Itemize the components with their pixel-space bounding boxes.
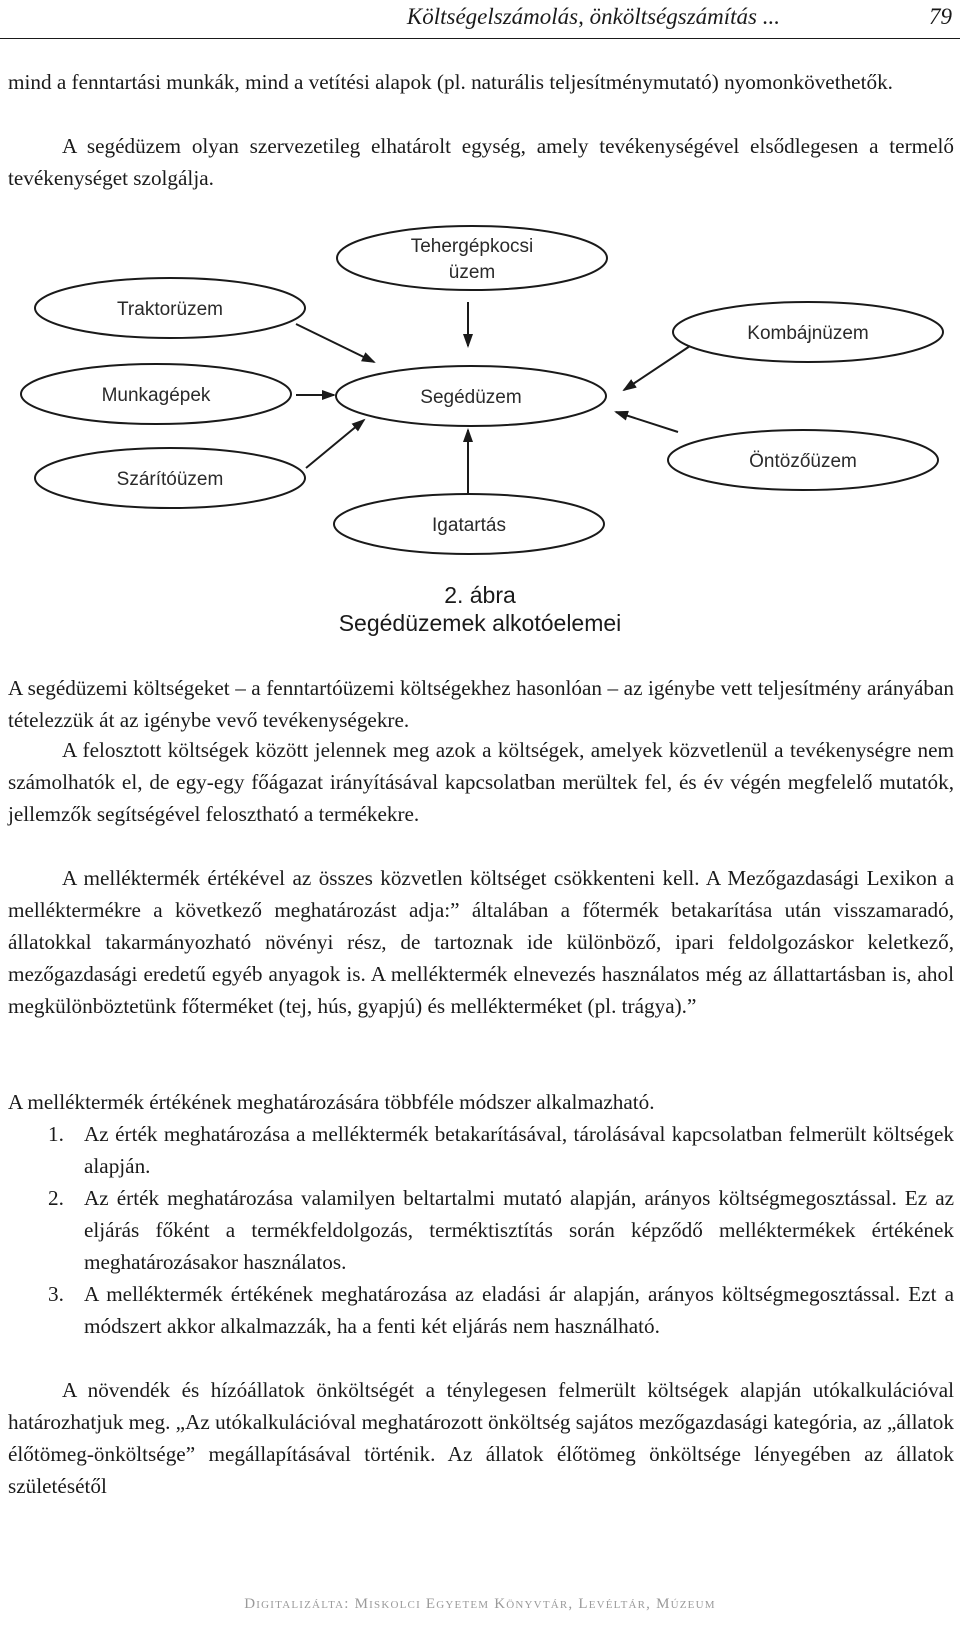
paragraph-intro-1: mind a fenntartási munkák, mind a vetítési alapok (pl. naturális teljesítménymutató) nyomonkövethetők. bbox=[8, 70, 893, 94]
node-tehergepkocsi-label-1: Tehergépkocsi bbox=[410, 236, 534, 257]
list-item-text: Az érték meghatározása a melléktermék betakarításával, tárolásával kapcsolatban felmerült költségek alapján. bbox=[84, 1122, 954, 1178]
node-traktoruzem bbox=[35, 278, 305, 338]
arrow-traktoruzem bbox=[296, 324, 374, 362]
node-traktoruzem-label: Traktorüzem bbox=[117, 299, 223, 320]
node-tehergepkocsi-label-2: üzem bbox=[448, 262, 496, 283]
node-segeduzem-label: Segédüzem bbox=[420, 387, 522, 408]
list-item-2 bbox=[48, 1182, 954, 1278]
paragraph-7: A növendék és hízóállatok önköltségét a ténylegesen felmerült költségek alapján utókalkulációval határozhatjuk meg. „Az utókalkulációval meghatározott önköltség sajátos mezőgazdasági kategória, az „állatok élőtömeg-önköltsége” megállapításával történik. Az állatok élőtömeg önköltsége lényegében az állatok születésétől bbox=[8, 1378, 954, 1498]
node-kombajnuzem bbox=[673, 302, 943, 362]
node-kombajnuzem-label: Kombájnüzem bbox=[747, 323, 869, 344]
node-munkagepek-label: Munkagépek bbox=[101, 385, 211, 406]
node-tehergepkocsi bbox=[337, 226, 607, 290]
node-igatartas-label: Igatartás bbox=[432, 515, 506, 536]
page-number: 79 bbox=[929, 4, 952, 29]
list-item-1 bbox=[48, 1118, 954, 1182]
node-ontozouzem-label: Öntözőüzem bbox=[749, 451, 857, 472]
list-item-number: 1. bbox=[48, 1122, 64, 1146]
list-item-3 bbox=[48, 1278, 954, 1342]
header-rule bbox=[0, 38, 960, 39]
paragraph-intro-2: A segédüzem olyan szervezetileg elhatárolt egység, amely tevékenységével elsődlegesen a termelő tevékenységet szolgálja. bbox=[8, 134, 954, 190]
header-title: Költségelszámolás, önköltségszámítás ... bbox=[406, 4, 780, 29]
node-munkagepek bbox=[21, 364, 291, 424]
digitization-footer: Digitalizálta: Miskolci Egyetem Könyvtár, Levéltár, Múzeum bbox=[244, 1596, 716, 1612]
list-item-number: 3. bbox=[48, 1282, 64, 1306]
segeduzem-diagram bbox=[0, 222, 960, 574]
paragraph-6: A melléktermék értékének meghatározására többféle módszer alkalmazható. bbox=[8, 1090, 655, 1114]
paragraph-5: A melléktermék értékével az összes közvetlen költséget csökkenteni kell. A Mezőgazdasági Lexikon a melléktermékre a következő meghatározást adja:” általában a főtermék betakarítása után visszamaradó, állatokkal takarmányozható növényi rész, de tartoznak ide különböző, ipari feldolgozáskor keletkező, mezőgazdasági eredetű egyéb anyagok is. A melléktermék elnevezés használatos még az állattartásban is, ahol megkülönböztetünk főterméket (tej, hús, gyapjú) és mellékterméket (pl. trágya).” bbox=[8, 866, 954, 1018]
paragraph-4: A felosztott költségek között jelennek meg azok a költségek, amelyek közvetlenül a tevékenységre nem számolhatók el, de egy-egy főágazat irányításával kapcsolatban merültek fel, és év végén megfelelő mutatók, jellemzők segítségével felosztható a termékekre. bbox=[8, 738, 954, 826]
node-szaritouzem bbox=[35, 448, 305, 508]
arrow-szaritouzem bbox=[306, 420, 364, 468]
node-segeduzem bbox=[336, 366, 606, 426]
node-szaritouzem-label: Szárítóüzem bbox=[116, 469, 224, 490]
list-item-number: 2. bbox=[48, 1186, 64, 1210]
node-igatartas bbox=[334, 494, 604, 554]
paragraph-3: A segédüzemi költségeket – a fenntartóüzemi költségekhez hasonlóan – az igénybe vett teljesítmény arányában tételezzük át az igénybe vevő tevékenységekre. bbox=[8, 676, 954, 732]
figure-number: 2. ábra bbox=[444, 582, 516, 608]
list-item-text: A melléktermék értékének meghatározása az eladási ár alapján, arányos költségmegosztással. Ezt a módszert akkor alkalmazzák, ha a fenti két eljárás nem használható. bbox=[84, 1282, 954, 1338]
running-header bbox=[0, 0, 960, 44]
list-item-text: Az érték meghatározása valamilyen beltartalmi mutató alapján, arányos költségmegosztással. Ez az eljárás főként a termékfeldolgozás, terméktisztítás során képződő melléktermékek értékének meghatározásakor használatos. bbox=[84, 1186, 954, 1274]
arrow-kombajnuzem bbox=[624, 346, 690, 390]
figure-title: Segédüzemek alkotóelemei bbox=[338, 610, 622, 636]
node-ontozouzem bbox=[668, 430, 938, 490]
arrow-ontozouzem bbox=[616, 412, 678, 432]
